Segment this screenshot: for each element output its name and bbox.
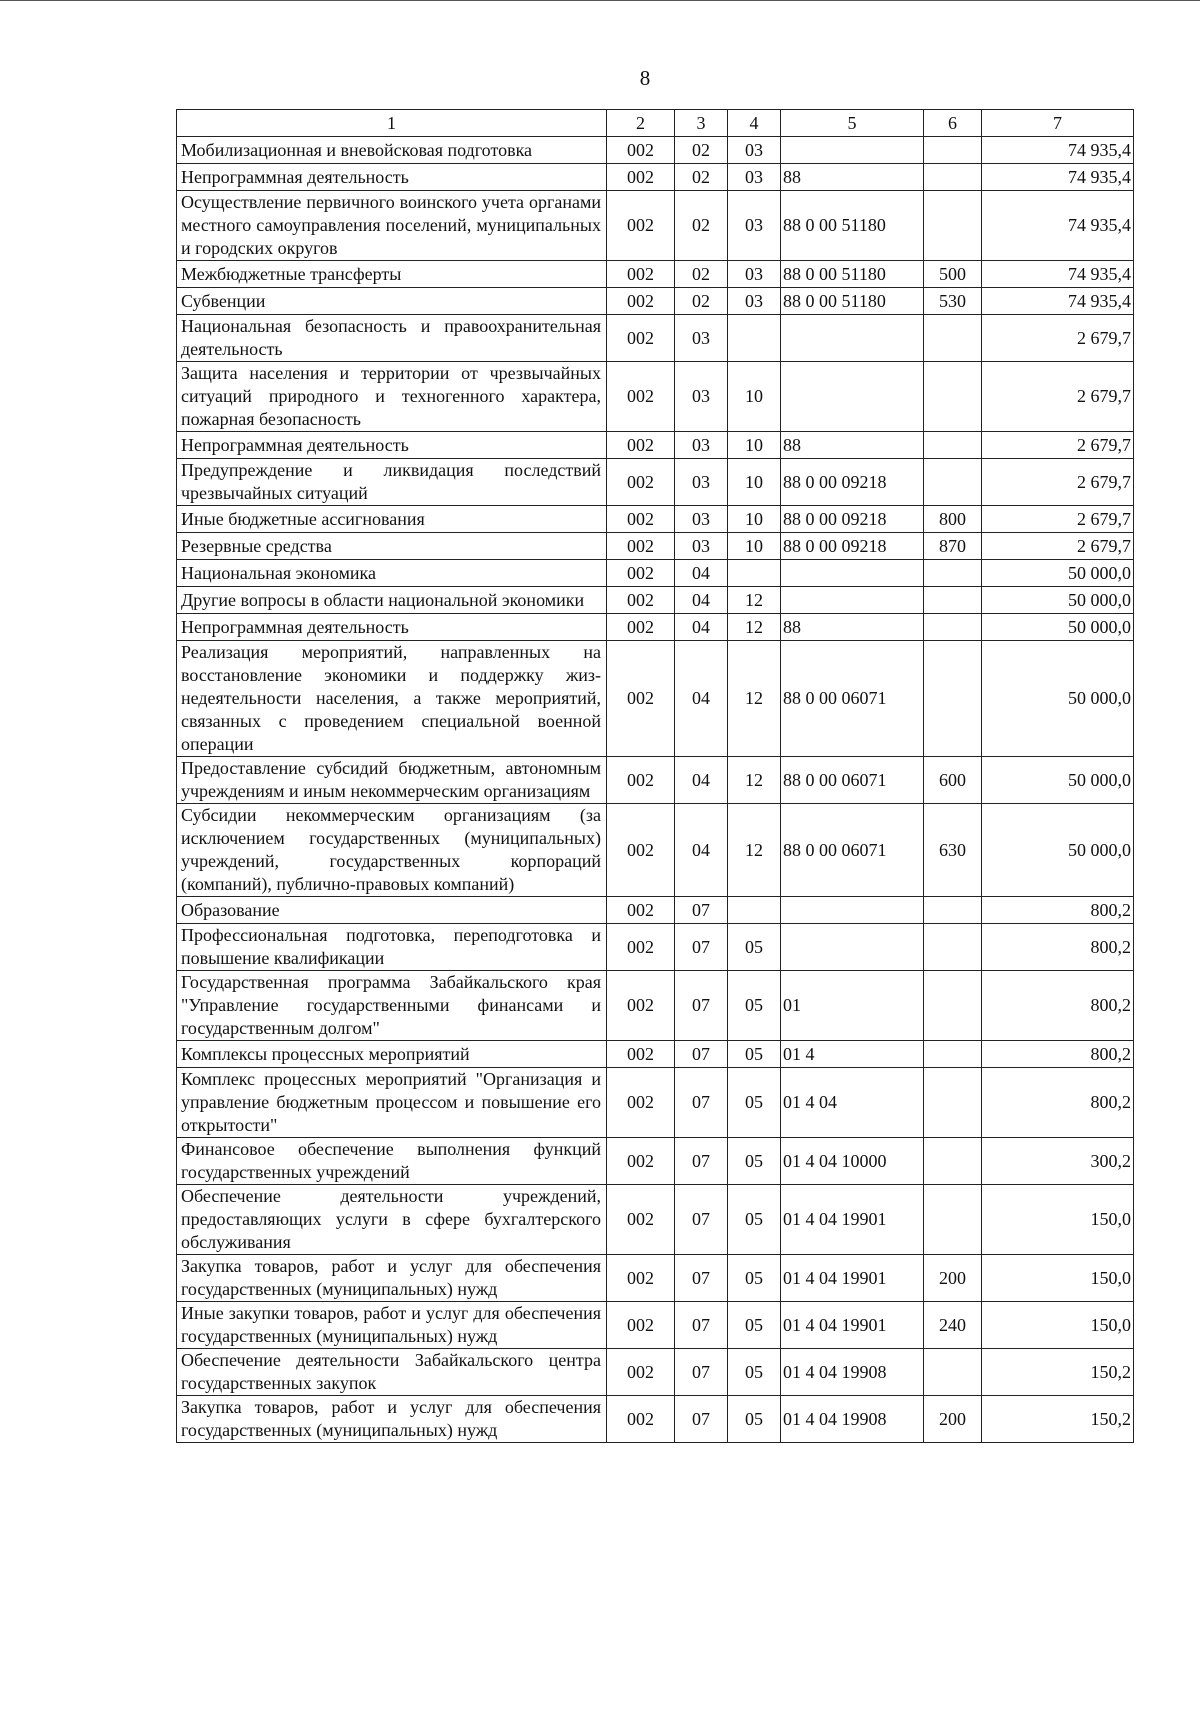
subsection-code-cell: 05 [728, 971, 781, 1041]
subsection-code-cell: 10 [728, 362, 781, 432]
row-name-cell: Национальная экономика [177, 560, 607, 587]
budget-table [176, 109, 1134, 1443]
target-article-cell: 88 [781, 432, 924, 459]
section-code-cell: 02 [675, 191, 728, 261]
column-header: 6 [924, 110, 982, 137]
target-article-cell [781, 137, 924, 164]
table-row [177, 1349, 1134, 1396]
row-name-cell: Профессиональная подготовка, переподготовка и повышение квалификации [177, 924, 607, 971]
table-row [177, 459, 1134, 506]
subsection-code-cell: 03 [728, 164, 781, 191]
section-code-cell: 04 [675, 757, 728, 804]
expense-type-cell [924, 560, 982, 587]
section-code-cell: 07 [675, 924, 728, 971]
section-code-cell: 07 [675, 1255, 728, 1302]
amount-cell: 2 679,7 [982, 459, 1134, 506]
row-name-cell: Национальная безопасность и правоохранительная деятельность [177, 315, 607, 362]
amount-cell: 150,2 [982, 1349, 1134, 1396]
target-article-cell: 88 [781, 614, 924, 641]
table-header-row [177, 110, 1134, 137]
table-row [177, 1255, 1134, 1302]
expense-type-cell [924, 971, 982, 1041]
table-row [177, 191, 1134, 261]
row-name-cell: Другие вопросы в области национальной экономики [177, 587, 607, 614]
target-article-cell: 88 0 00 06071 [781, 641, 924, 757]
target-article-cell: 01 4 04 [781, 1068, 924, 1138]
table-row [177, 587, 1134, 614]
row-name-cell: Иные бюджетные ассигнования [177, 506, 607, 533]
row-name-cell: Резервные средства [177, 533, 607, 560]
table-row [177, 560, 1134, 587]
ministry-code-cell: 002 [607, 614, 675, 641]
expense-type-cell: 240 [924, 1302, 982, 1349]
ministry-code-cell: 002 [607, 261, 675, 288]
section-code-cell: 07 [675, 1349, 728, 1396]
subsection-code-cell: 10 [728, 432, 781, 459]
row-name-cell: Мобилизационная и вневойсковая подготовка [177, 137, 607, 164]
section-code-cell: 07 [675, 971, 728, 1041]
expense-type-cell: 870 [924, 533, 982, 560]
subsection-code-cell: 05 [728, 924, 781, 971]
table-row [177, 506, 1134, 533]
subsection-code-cell: 05 [728, 1349, 781, 1396]
section-code-cell: 04 [675, 804, 728, 897]
ministry-code-cell: 002 [607, 897, 675, 924]
column-header: 3 [675, 110, 728, 137]
ministry-code-cell: 002 [607, 1138, 675, 1185]
subsection-code-cell: 05 [728, 1396, 781, 1443]
amount-cell: 74 935,4 [982, 191, 1134, 261]
ministry-code-cell: 002 [607, 804, 675, 897]
section-code-cell: 02 [675, 137, 728, 164]
table-row [177, 164, 1134, 191]
table-row [177, 897, 1134, 924]
page-number: 8 [639, 66, 651, 90]
row-name-cell: Защита населения и территории от чрезвычайных ситуаций природного и техногенного характера, пожарная безопасность [177, 362, 607, 432]
section-code-cell: 07 [675, 897, 728, 924]
target-article-cell: 01 4 04 19901 [781, 1255, 924, 1302]
row-name-cell: Государственная программа Забайкальского края "Управление государственными финансами и государственным долгом" [177, 971, 607, 1041]
section-code-cell: 07 [675, 1138, 728, 1185]
table-row [177, 261, 1134, 288]
subsection-code-cell: 12 [728, 757, 781, 804]
subsection-code-cell [728, 315, 781, 362]
ministry-code-cell: 002 [607, 315, 675, 362]
expense-type-cell [924, 315, 982, 362]
subsection-code-cell: 05 [728, 1041, 781, 1068]
ministry-code-cell: 002 [607, 362, 675, 432]
expense-type-cell: 800 [924, 506, 982, 533]
ministry-code-cell: 002 [607, 1396, 675, 1443]
ministry-code-cell: 002 [607, 971, 675, 1041]
amount-cell: 800,2 [982, 971, 1134, 1041]
ministry-code-cell: 002 [607, 288, 675, 315]
column-header: 2 [607, 110, 675, 137]
target-article-cell [781, 315, 924, 362]
target-article-cell: 88 0 00 51180 [781, 288, 924, 315]
table-row [177, 1396, 1134, 1443]
section-code-cell: 03 [675, 362, 728, 432]
subsection-code-cell: 10 [728, 459, 781, 506]
target-article-cell: 01 4 04 10000 [781, 1138, 924, 1185]
expense-type-cell [924, 897, 982, 924]
row-name-cell: Закупка товаров, работ и услуг для обеспечения государственных (муниципальных) нужд [177, 1396, 607, 1443]
amount-cell: 2 679,7 [982, 506, 1134, 533]
table-row [177, 533, 1134, 560]
table-row [177, 1068, 1134, 1138]
section-code-cell: 07 [675, 1185, 728, 1255]
subsection-code-cell: 05 [728, 1185, 781, 1255]
subsection-code-cell: 03 [728, 261, 781, 288]
expense-type-cell [924, 924, 982, 971]
section-code-cell: 04 [675, 641, 728, 757]
row-name-cell: Предоставление субсидий бюджетным, автономным учреждениям и иным некоммерческим организациям [177, 757, 607, 804]
ministry-code-cell: 002 [607, 191, 675, 261]
ministry-code-cell: 002 [607, 1185, 675, 1255]
table-row [177, 614, 1134, 641]
expense-type-cell [924, 459, 982, 506]
row-name-cell: Осуществление первичного воинского учета органами местного самоуправления поселений, муниципальных и городских округов [177, 191, 607, 261]
row-name-cell: Непрограммная деятельность [177, 614, 607, 641]
expense-type-cell [924, 641, 982, 757]
row-name-cell: Обеспечение деятельности Забайкальского центра государственных закупок [177, 1349, 607, 1396]
amount-cell: 2 679,7 [982, 362, 1134, 432]
target-article-cell: 88 0 00 09218 [781, 533, 924, 560]
target-article-cell [781, 362, 924, 432]
target-article-cell: 01 4 [781, 1041, 924, 1068]
column-header: 5 [781, 110, 924, 137]
table-row [177, 137, 1134, 164]
amount-cell: 800,2 [982, 1068, 1134, 1138]
target-article-cell [781, 587, 924, 614]
target-article-cell: 88 0 00 51180 [781, 261, 924, 288]
page-top-border [0, 0, 1200, 1]
subsection-code-cell: 12 [728, 804, 781, 897]
section-code-cell: 03 [675, 459, 728, 506]
ministry-code-cell: 002 [607, 432, 675, 459]
table-row [177, 432, 1134, 459]
table-row [177, 924, 1134, 971]
subsection-code-cell: 12 [728, 641, 781, 757]
expense-type-cell [924, 164, 982, 191]
section-code-cell: 07 [675, 1302, 728, 1349]
expense-type-cell [924, 191, 982, 261]
amount-cell: 150,0 [982, 1185, 1134, 1255]
expense-type-cell [924, 1138, 982, 1185]
expense-type-cell [924, 614, 982, 641]
section-code-cell: 07 [675, 1068, 728, 1138]
amount-cell: 50 000,0 [982, 757, 1134, 804]
expense-type-cell: 500 [924, 261, 982, 288]
ministry-code-cell: 002 [607, 1349, 675, 1396]
section-code-cell: 02 [675, 261, 728, 288]
expense-type-cell [924, 1349, 982, 1396]
ministry-code-cell: 002 [607, 641, 675, 757]
subsection-code-cell: 05 [728, 1302, 781, 1349]
expense-type-cell [924, 137, 982, 164]
section-code-cell: 03 [675, 506, 728, 533]
expense-type-cell: 530 [924, 288, 982, 315]
table-row [177, 757, 1134, 804]
section-code-cell: 04 [675, 614, 728, 641]
expense-type-cell [924, 362, 982, 432]
ministry-code-cell: 002 [607, 1068, 675, 1138]
amount-cell: 150,2 [982, 1396, 1134, 1443]
amount-cell: 50 000,0 [982, 641, 1134, 757]
amount-cell: 150,0 [982, 1255, 1134, 1302]
subsection-code-cell: 03 [728, 288, 781, 315]
row-name-cell: Иные закупки товаров, работ и услуг для обеспечения государственных (муниципальных) нужд [177, 1302, 607, 1349]
ministry-code-cell: 002 [607, 533, 675, 560]
amount-cell: 2 679,7 [982, 533, 1134, 560]
table-row [177, 641, 1134, 757]
ministry-code-cell: 002 [607, 164, 675, 191]
table-row [177, 1041, 1134, 1068]
row-name-cell: Реализация мероприятий, направленных на восстановление экономики и поддержку жизнедеятельности населения, а также мероприятий, связанных с проведением специальной военной операции [177, 641, 607, 757]
expense-type-cell: 200 [924, 1396, 982, 1443]
amount-cell: 50 000,0 [982, 587, 1134, 614]
section-code-cell: 07 [675, 1396, 728, 1443]
subsection-code-cell: 05 [728, 1068, 781, 1138]
subsection-code-cell: 05 [728, 1255, 781, 1302]
amount-cell: 150,0 [982, 1302, 1134, 1349]
subsection-code-cell: 10 [728, 506, 781, 533]
section-code-cell: 02 [675, 164, 728, 191]
row-name-cell: Межбюджетные трансферты [177, 261, 607, 288]
amount-cell: 74 935,4 [982, 164, 1134, 191]
amount-cell: 300,2 [982, 1138, 1134, 1185]
ministry-code-cell: 002 [607, 924, 675, 971]
ministry-code-cell: 002 [607, 1255, 675, 1302]
expense-type-cell: 630 [924, 804, 982, 897]
ministry-code-cell: 002 [607, 757, 675, 804]
subsection-code-cell [728, 897, 781, 924]
ministry-code-cell: 002 [607, 506, 675, 533]
target-article-cell: 88 0 00 06071 [781, 804, 924, 897]
row-name-cell: Комплекс процессных мероприятий "Организация и управление бюджетным процессом и повышение его открытости" [177, 1068, 607, 1138]
row-name-cell: Финансовое обеспечение выполнения функций государственных учреждений [177, 1138, 607, 1185]
ministry-code-cell: 002 [607, 560, 675, 587]
section-code-cell: 03 [675, 315, 728, 362]
section-code-cell: 07 [675, 1041, 728, 1068]
subsection-code-cell: 10 [728, 533, 781, 560]
section-code-cell: 02 [675, 288, 728, 315]
target-article-cell: 01 4 04 19901 [781, 1185, 924, 1255]
amount-cell: 50 000,0 [982, 804, 1134, 897]
section-code-cell: 04 [675, 560, 728, 587]
ministry-code-cell: 002 [607, 1302, 675, 1349]
row-name-cell: Обеспечение деятельности учреждений, предоставляющих услуги в сфере бухгалтерского обслуживания [177, 1185, 607, 1255]
target-article-cell [781, 924, 924, 971]
amount-cell: 50 000,0 [982, 614, 1134, 641]
ministry-code-cell: 002 [607, 137, 675, 164]
row-name-cell: Непрограммная деятельность [177, 432, 607, 459]
amount-cell: 2 679,7 [982, 315, 1134, 362]
section-code-cell: 04 [675, 587, 728, 614]
target-article-cell: 88 0 00 09218 [781, 459, 924, 506]
column-header: 1 [177, 110, 607, 137]
subsection-code-cell: 12 [728, 614, 781, 641]
subsection-code-cell: 12 [728, 587, 781, 614]
row-name-cell: Непрограммная деятельность [177, 164, 607, 191]
amount-cell: 800,2 [982, 1041, 1134, 1068]
section-code-cell: 03 [675, 533, 728, 560]
row-name-cell: Образование [177, 897, 607, 924]
subsection-code-cell [728, 560, 781, 587]
target-article-cell: 01 4 04 19901 [781, 1302, 924, 1349]
column-header: 7 [982, 110, 1134, 137]
amount-cell: 50 000,0 [982, 560, 1134, 587]
target-article-cell: 88 [781, 164, 924, 191]
target-article-cell: 88 0 00 09218 [781, 506, 924, 533]
table-row [177, 315, 1134, 362]
amount-cell: 74 935,4 [982, 288, 1134, 315]
section-code-cell: 03 [675, 432, 728, 459]
table-row [177, 362, 1134, 432]
table-row [177, 1302, 1134, 1349]
amount-cell: 800,2 [982, 897, 1134, 924]
target-article-cell [781, 897, 924, 924]
column-header: 4 [728, 110, 781, 137]
target-article-cell: 01 [781, 971, 924, 1041]
table-row [177, 288, 1134, 315]
amount-cell: 2 679,7 [982, 432, 1134, 459]
row-name-cell: Субсидии некоммерческим организациям (за исключением государственных (муниципальных) учреждений, государственных корпораций (компаний), публично-правовых компаний) [177, 804, 607, 897]
table-row [177, 1138, 1134, 1185]
target-article-cell: 01 4 04 19908 [781, 1396, 924, 1443]
table-row [177, 804, 1134, 897]
expense-type-cell [924, 1068, 982, 1138]
table-row [177, 1185, 1134, 1255]
row-name-cell: Закупка товаров, работ и услуг для обеспечения государственных (муниципальных) нужд [177, 1255, 607, 1302]
row-name-cell: Комплексы процессных мероприятий [177, 1041, 607, 1068]
row-name-cell: Субвенции [177, 288, 607, 315]
target-article-cell [781, 560, 924, 587]
ministry-code-cell: 002 [607, 587, 675, 614]
ministry-code-cell: 002 [607, 459, 675, 506]
target-article-cell: 01 4 04 19908 [781, 1349, 924, 1396]
amount-cell: 74 935,4 [982, 137, 1134, 164]
amount-cell: 74 935,4 [982, 261, 1134, 288]
expense-type-cell [924, 1041, 982, 1068]
amount-cell: 800,2 [982, 924, 1134, 971]
row-name-cell: Предупреждение и ликвидация последствий чрезвычайных ситуаций [177, 459, 607, 506]
expense-type-cell: 600 [924, 757, 982, 804]
subsection-code-cell: 03 [728, 137, 781, 164]
target-article-cell: 88 0 00 51180 [781, 191, 924, 261]
subsection-code-cell: 03 [728, 191, 781, 261]
table-row [177, 971, 1134, 1041]
subsection-code-cell: 05 [728, 1138, 781, 1185]
expense-type-cell [924, 1185, 982, 1255]
expense-type-cell: 200 [924, 1255, 982, 1302]
ministry-code-cell: 002 [607, 1041, 675, 1068]
target-article-cell: 88 0 00 06071 [781, 757, 924, 804]
expense-type-cell [924, 432, 982, 459]
expense-type-cell [924, 587, 982, 614]
